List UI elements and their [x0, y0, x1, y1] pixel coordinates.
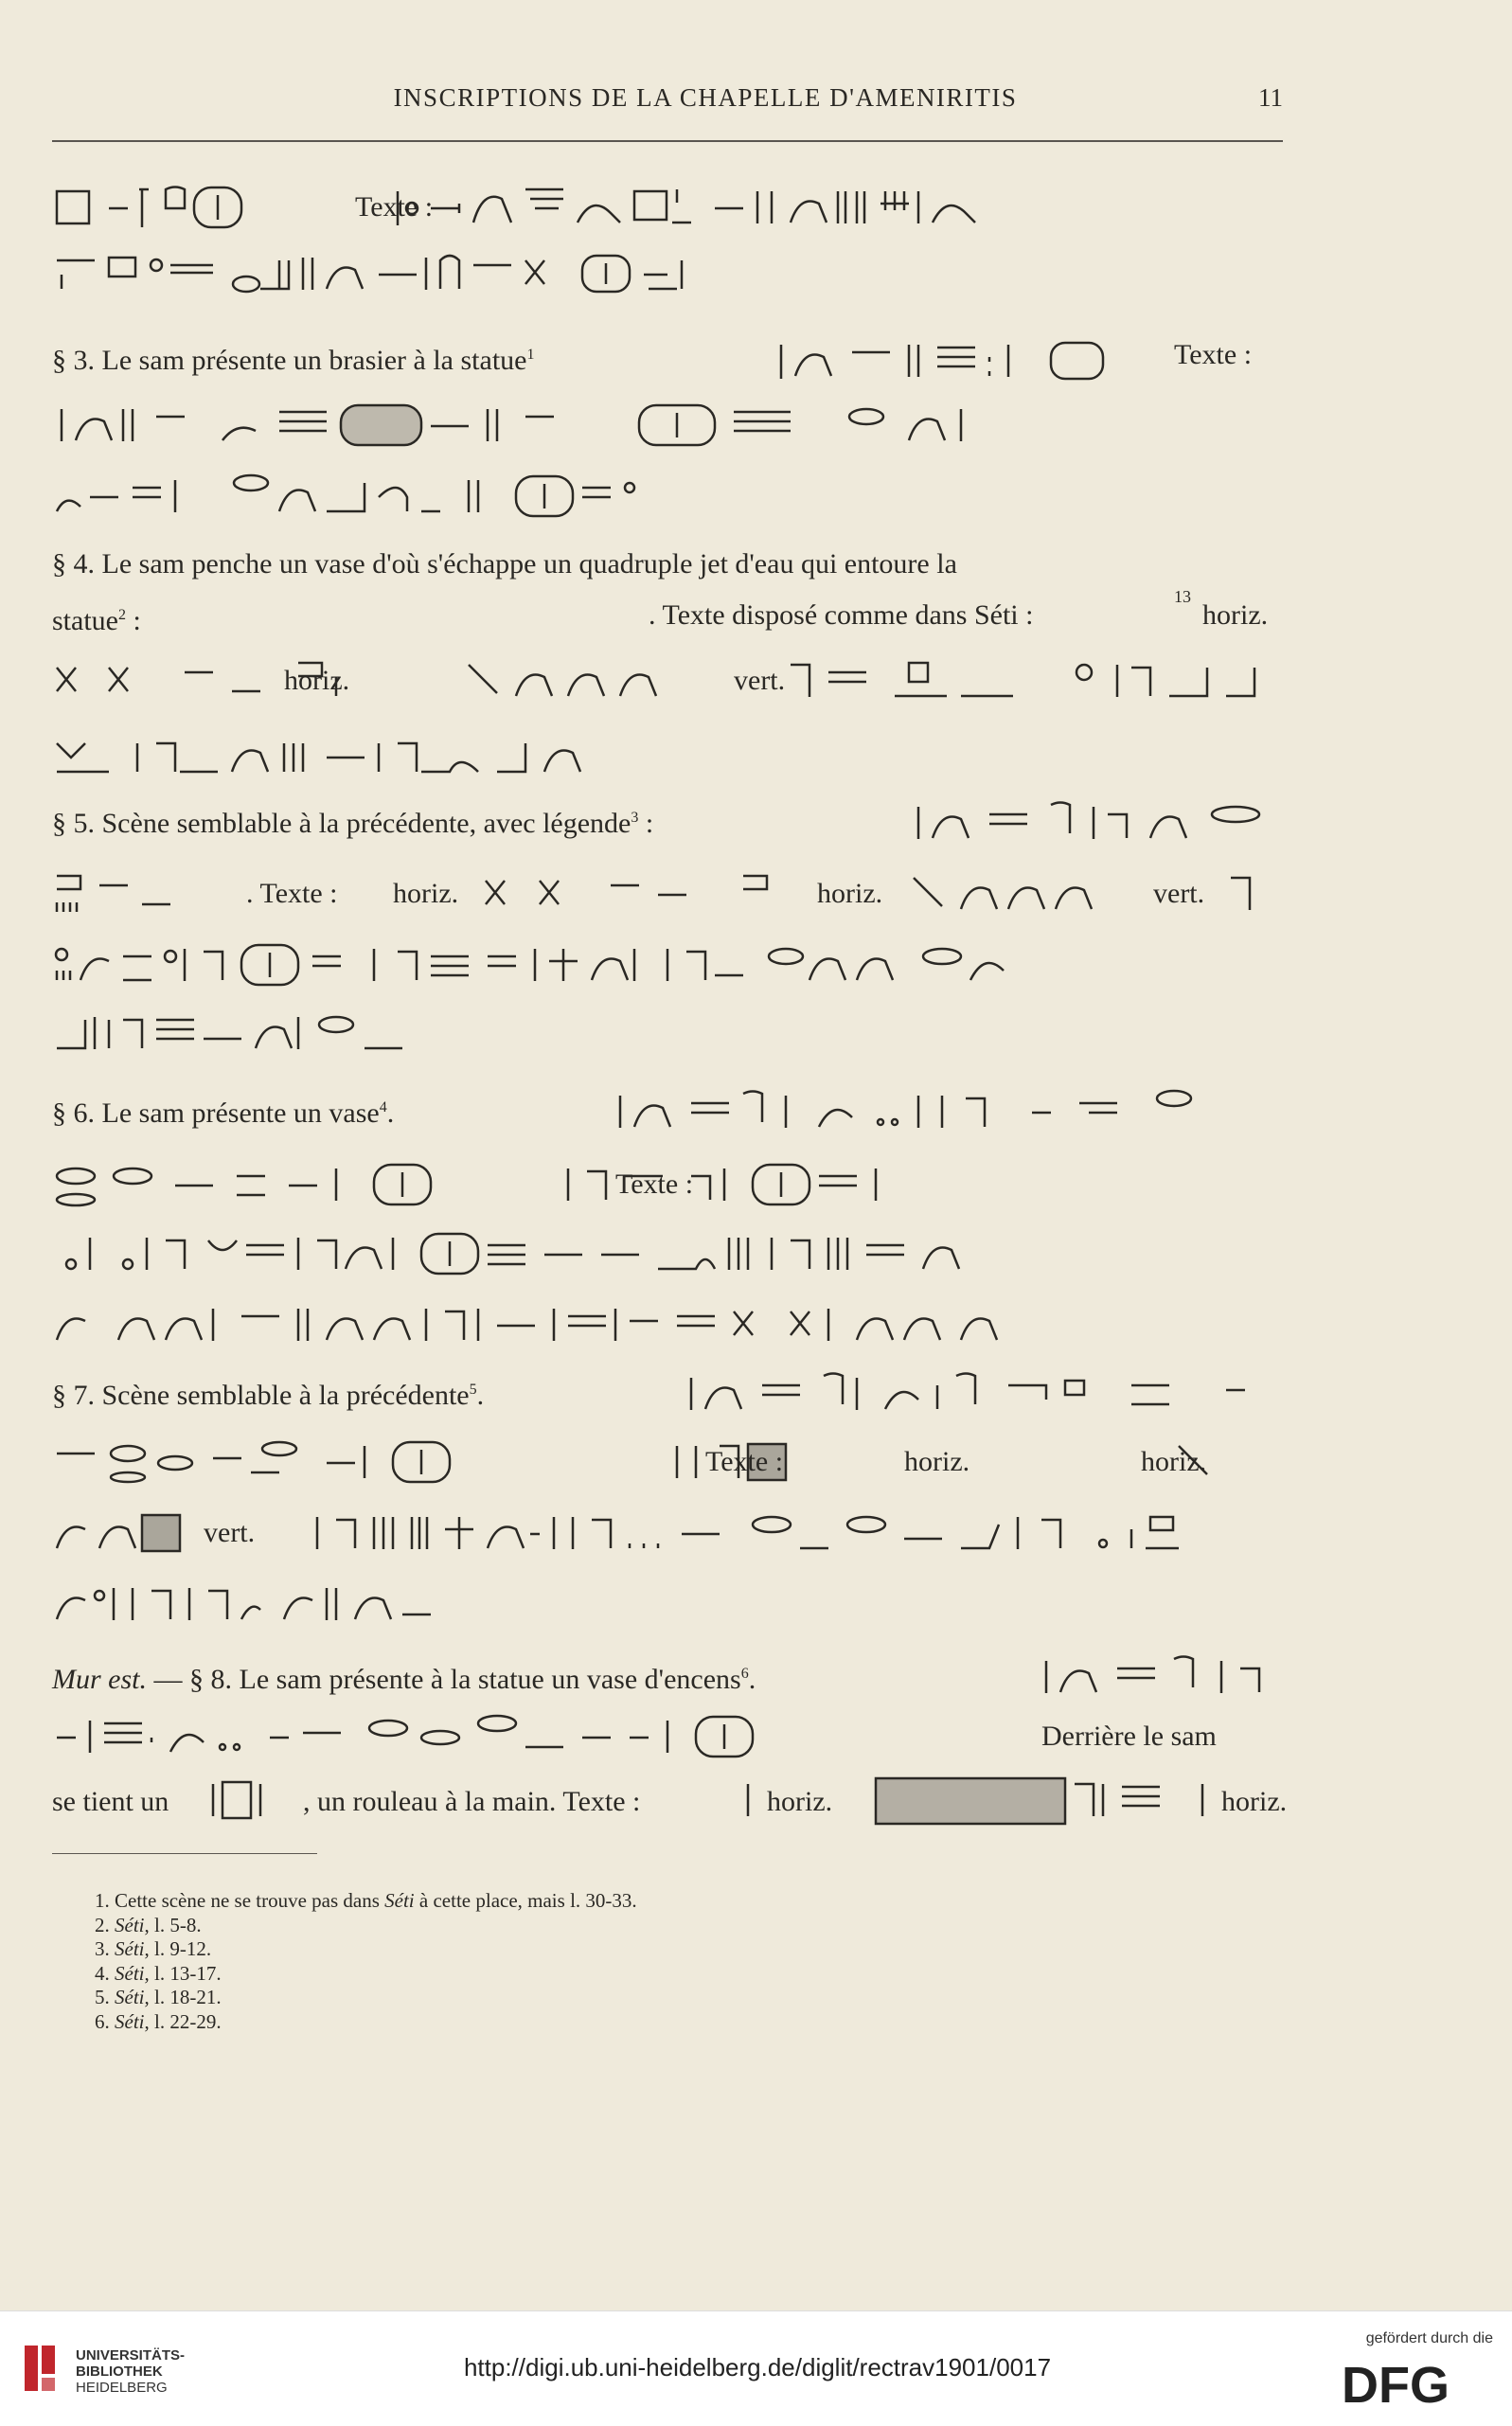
fn-rest: , l. 18-21. [144, 1986, 222, 2008]
hieroglyph-glyphs [52, 1435, 1283, 1491]
horiz-label-35: horiz. [767, 1786, 833, 1817]
hieroglyph-glyphs [52, 1006, 1283, 1062]
footnote-rule [52, 1853, 317, 1854]
hieroglyph-line-13 [52, 1435, 1283, 1491]
paragraph-8: Mur est. — § 8. Le sam présente à la statue un vase d'encens$^6$. [52, 1664, 756, 1695]
fn-num: 4. [95, 1961, 110, 1985]
hieroglyph-glyphs [52, 1577, 1283, 1633]
fn-num: 6. [95, 2009, 110, 2033]
hieroglyph-inline-6 [615, 1084, 1283, 1141]
texte-label: Texte : [355, 191, 434, 223]
footnote-1 [95, 1889, 947, 1914]
hieroglyph-glyphs [52, 398, 1283, 455]
fn-text: Cette scène ne se trouve pas dans [115, 1889, 380, 1912]
mur-est-label: Mur est. [52, 1664, 147, 1695]
footnote-2 [95, 1914, 947, 1938]
library-line-3: HEIDELBERG [76, 2380, 168, 2396]
fn-ref: Séti [384, 1889, 415, 1912]
para-7-text: § 7. Scène semblable à la précédente [52, 1380, 470, 1411]
digital-url-link[interactable]: http://digi.ub.uni-heidelberg.de/diglit/rectrav1901/0017 [463, 2353, 1052, 2381]
horiz-label-20: horiz. [817, 878, 883, 909]
hieroglyph-glyphs [52, 866, 1283, 923]
para-8b-mid: , un rouleau à la main. Texte : [303, 1786, 641, 1817]
hieroglyph-line-17 [52, 1773, 1283, 1829]
hieroglyph-glyphs [914, 795, 1283, 852]
hieroglyph-inline-7 [686, 1366, 1283, 1423]
dfg-logo-icon [1342, 2355, 1493, 2412]
fn-ref: Séti [115, 1961, 145, 1985]
derriere-label: Derrière le sam [1041, 1721, 1217, 1752]
fn-ref: Séti [115, 2009, 145, 2033]
texte-label-6: Texte : [615, 1168, 694, 1200]
hieroglyph-glyphs [776, 333, 1117, 390]
dfg-logo-text: DFG [1342, 2357, 1450, 2412]
library-line-2: BIBLIOTHEK [76, 2364, 163, 2380]
paragraph-7: § 7. Scène semblable à la précédente$^5$. [52, 1380, 485, 1411]
hieroglyph-glyphs [1041, 1650, 1283, 1706]
paragraph-6: § 6. Le sam présente un vase$^4$. [52, 1097, 395, 1129]
hieroglyph-line-3 [52, 398, 1283, 455]
hieroglyph-line-5 [52, 653, 1283, 710]
footer-bar [0, 2310, 1512, 2426]
hieroglyph-line-12 [52, 1297, 1283, 1354]
fn-ref: Séti [115, 1937, 145, 1960]
university-library-logo-icon [21, 2342, 59, 2395]
horiz-label-29: horiz. [904, 1446, 970, 1477]
horiz-label-19: horiz. [393, 878, 459, 909]
para-3-text: § 3. Le sam présente un brasier à la statue [52, 345, 527, 376]
texte-label-7: Texte : [705, 1446, 784, 1477]
hieroglyph-line-4 [52, 469, 1283, 526]
horiz-label-30: horiz. [1141, 1446, 1207, 1477]
hieroglyph-inline-3 [776, 333, 1117, 390]
hieroglyph-glyphs [686, 1366, 1283, 1423]
para-4b-start: statue [52, 605, 118, 636]
running-head: INSCRIPTIONS DE LA CHAPELLE D'AMENIRITIS [393, 83, 1018, 112]
para-3-end: Texte : [1174, 339, 1253, 370]
footnote-6 [95, 2010, 947, 2035]
fn-rest: à cette place, mais l. 30-33. [418, 1889, 637, 1912]
texte-label-5: . Texte : [246, 878, 338, 909]
hieroglyph-line-10 [52, 1157, 1283, 1214]
hieroglyph-glyphs [52, 180, 1283, 237]
hieroglyph-line-11 [52, 1226, 1283, 1283]
vert-label-21: vert. [1153, 878, 1205, 909]
hieroglyph-line-6 [52, 729, 1283, 786]
hieroglyph-glyphs [615, 1084, 1283, 1141]
header-rule [52, 140, 1283, 142]
footnote-ref-2: 2 [117, 607, 126, 623]
para-6-text: § 6. Le sam présente un vase [52, 1097, 380, 1129]
page-number: 11 [1258, 83, 1283, 112]
vert-label-31: vert. [204, 1517, 256, 1548]
library-line-1: UNIVERSITÄTS- [76, 2347, 186, 2364]
hieroglyph-line-14 [52, 1506, 1283, 1562]
paragraph-4b [52, 587, 1283, 638]
para-4b-end: horiz. [1202, 599, 1269, 631]
hieroglyph-inline-8 [1041, 1650, 1283, 1706]
fn-num: 3. [95, 1937, 110, 1960]
footnote-5 [95, 1986, 947, 2010]
fn-ref: Séti [115, 1913, 145, 1936]
fn-ref: Séti [115, 1986, 145, 2008]
hieroglyph-line-9 [52, 1006, 1283, 1062]
horiz-label-36: horiz. [1221, 1786, 1288, 1817]
library-name [76, 2347, 185, 2396]
hieroglyph-glyphs [52, 246, 1283, 303]
hieroglyph-line-7 [52, 866, 1283, 923]
hieroglyph-glyphs [52, 1226, 1283, 1283]
footnote-ref-4: 4 [379, 1099, 387, 1115]
hieroglyph-glyphs [52, 1773, 1283, 1829]
fn-rest: , l. 5-8. [144, 1913, 202, 1936]
fn-num: 1. [95, 1889, 110, 1912]
footnote-ref-1: 1 [526, 347, 535, 363]
para-8b-start: se tient un [52, 1786, 169, 1817]
fn-rest: , l. 9-12. [144, 1937, 212, 1960]
hieroglyph-line-2 [52, 246, 1283, 303]
para-4b-colon: : [133, 605, 141, 636]
hieroglyph-line-15 [52, 1577, 1283, 1633]
paragraph-4a: § 4. Le sam penche un vase d'où s'échappe un quadruple jet d'eau qui entoure la [52, 548, 957, 580]
footnote-ref-3: 3 [631, 810, 639, 826]
horiz-label-14: horiz. [284, 665, 350, 696]
fn-rest: , l. 13-17. [144, 1961, 222, 1985]
hieroglyph-inline-5 [914, 795, 1283, 852]
hieroglyph-glyphs [52, 1297, 1283, 1354]
fn-num: 5. [95, 1986, 110, 2008]
hieroglyph-glyphs [52, 653, 1283, 710]
footnote-4 [95, 1962, 947, 1987]
hieroglyph-line-1 [52, 180, 1283, 237]
hieroglyph-glyphs [52, 937, 1283, 994]
hieroglyph-line-8 [52, 937, 1283, 994]
footnote-ref-6: 6 [740, 1666, 749, 1682]
hieroglyph-glyphs [52, 469, 1283, 526]
hieroglyph-line-16 [52, 1709, 1283, 1766]
footnote-3 [95, 1937, 947, 1962]
vert-label-15: vert. [734, 665, 786, 696]
para-4b-text: . Texte disposé comme dans Séti : [649, 599, 1034, 631]
fn-num: 2. [95, 1913, 110, 1936]
para-8-text: — § 8. Le sam présente à la statue un vase d'encens [153, 1664, 741, 1695]
footnotes [95, 1889, 947, 2034]
footnote-ref-5: 5 [469, 1382, 477, 1398]
line-number-13: 13 [1174, 587, 1191, 606]
paragraph-5: § 5. Scène semblable à la précédente, avec légende$^3$ : [52, 808, 654, 839]
page-header [52, 83, 1283, 121]
para-5-text: § 5. Scène semblable à la précédente, avec légende [52, 808, 631, 839]
funded-by-caption: gefördert durch die [1365, 2330, 1493, 2346]
fn-rest: , l. 22-29. [144, 2009, 222, 2033]
hieroglyph-glyphs [52, 729, 1283, 786]
